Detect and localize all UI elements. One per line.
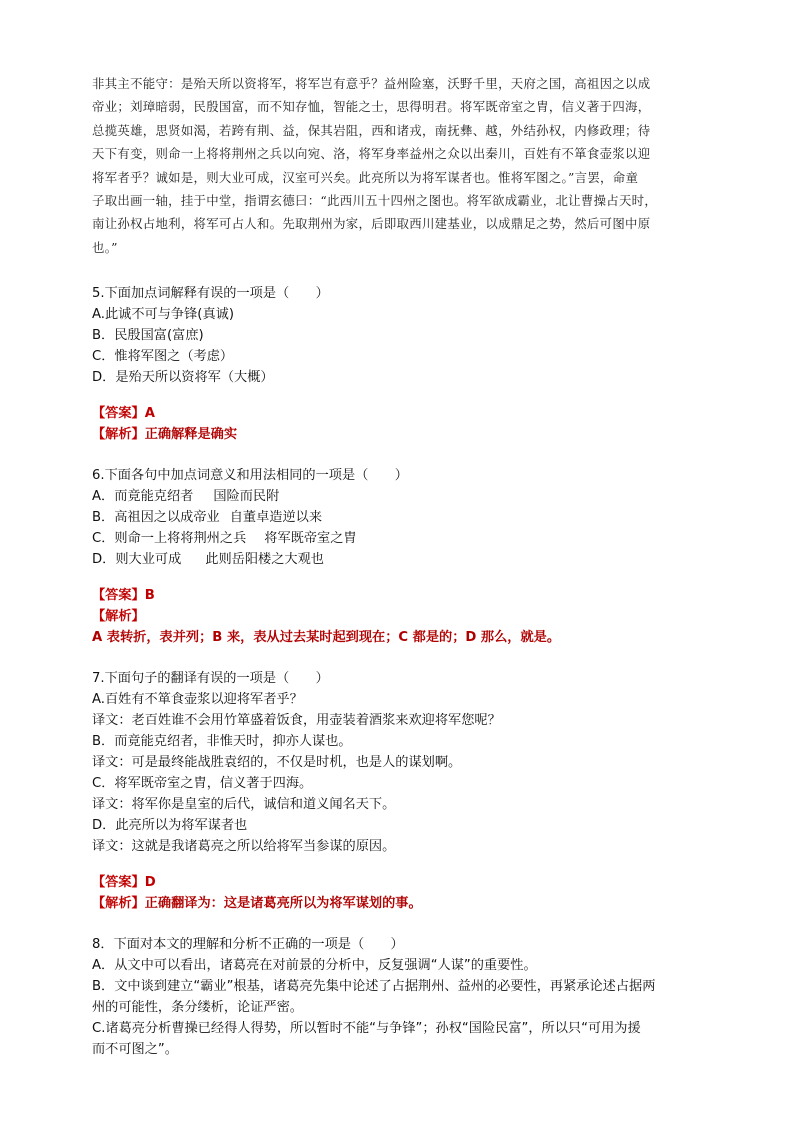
option-d: D．是殆天所以资将军（大概）	[92, 370, 274, 386]
passage-line: 将军者乎？诚如是，则大业可成，汉室可兴矣。此亮所以为将军谋者也。惟将军图之。”言罢，命童	[92, 169, 639, 185]
option-letter: D．	[92, 552, 116, 568]
passage-line: 总揽英雄，思贤如渴，若跨有荆、益，保其岩阻，西和诸戎，南抚彝、越，外结孙权，内修政理；待	[92, 122, 651, 138]
question-6	[92, 465, 710, 570]
question-stem: 5.下面加点词解释有误的一项是（ ）	[92, 286, 329, 302]
question-8	[92, 934, 710, 1060]
answer-block-6	[92, 585, 710, 648]
answer-label: 【答案】B	[92, 588, 155, 604]
analysis-text: 正确解释是确实	[144, 427, 238, 443]
analysis-text: A 表转折，表并列；B 来，表从过去某时起到现在；C 都是的；D 那么，就是。	[92, 630, 561, 646]
option-first: 高祖因之以成帝业	[114, 510, 220, 526]
answer-label: 【答案】A	[92, 406, 155, 422]
option-c	[92, 528, 710, 549]
question-stem: 8．下面对本文的理解和分析不正确的一项是（ ）	[92, 937, 404, 953]
translation-a: 译文：老百姓谁不会用竹箪盛着饭食，用壶装着酒浆来欢迎将军您呢？	[92, 713, 501, 729]
option-a: A.百姓有不箪食壶浆以迎将军者乎？	[92, 692, 303, 708]
answer-block-5	[92, 403, 710, 445]
option-b: B．文中谈到建立“霸业”根基，诸葛亮先集中论述了占据荆州、益州的必要性，再紧承论述占据两	[92, 979, 656, 995]
option-first: 则大业可成	[115, 552, 182, 568]
option-a	[92, 486, 710, 507]
option-d	[92, 549, 710, 570]
option-c-cont: 而不可图之”。	[92, 1042, 178, 1058]
translation-c: 译文：将军你是皇室的后代，诚信和道义闻名天下。	[92, 797, 396, 813]
passage-text	[92, 72, 710, 259]
passage-line: 帝业；刘璋暗弱，民殷国富，而不知存恤，智能之士，思得明君。将军既帝室之胄，信义著于四海，	[92, 99, 651, 115]
question-stem: 6.下面各句中加点词意义和用法相同的一项是（ ）	[92, 468, 408, 484]
option-second: 国险而民附	[213, 489, 280, 505]
option-d: D．此亮所以为将军谋者也	[92, 818, 248, 834]
option-letter: A．	[92, 489, 115, 505]
option-b: B．民殷国富(富庶)	[92, 328, 204, 344]
passage-line: 天下有变，则命一上将将荆州之兵以向宛、洛，将军身率益州之众以出秦川，百姓有不箪食壶浆以迎	[92, 146, 651, 162]
option-c: C．惟将军图之（考虑）	[92, 349, 234, 365]
document-page	[92, 72, 710, 1060]
option-a: A．从文中可以看出，诸葛亮在对前景的分析中，反复强调“人谋”的重要性。	[92, 958, 537, 974]
option-c: C．将军既帝室之胄，信义著于四海。	[92, 776, 313, 792]
translation-b: 译文：可是最终能战胜袁绍的，不仅是时机，也是人的谋划啊。	[92, 755, 462, 771]
option-second: 自董卓造逆以来	[229, 510, 323, 526]
option-b: B．而竟能克绍者，非惟天时，抑亦人谋也。	[92, 734, 352, 750]
option-letter: B．	[92, 510, 115, 526]
passage-line: 南让孙权占地利，将军可占人和。先取荆州为家，后即取西川建基业，以成鼎足之势，然后可图中原	[92, 216, 651, 232]
analysis-label: 【解析】	[92, 609, 145, 625]
answer-label: 【答案】D	[92, 875, 156, 891]
option-a: A.此诚不可与争锋(真诚)	[92, 307, 234, 323]
analysis-label: 【解析】	[92, 427, 145, 443]
translation-d: 译文：这就是我诸葛亮之所以给将军当参谋的原因。	[92, 839, 396, 855]
option-first: 则命一上将将荆州之兵	[114, 531, 247, 547]
option-b	[92, 507, 710, 528]
option-second: 此则岳阳楼之大观也	[205, 552, 324, 568]
answer-block-7	[92, 872, 710, 914]
passage-line: 非其主不能守：是殆天所以资将军，将军岂有意乎？益州险塞，沃野千里，天府之国，高祖因之以成	[92, 76, 651, 91]
question-stem: 7.下面句子的翻译有误的一项是（ ）	[92, 671, 329, 687]
analysis-label: 【解析】	[92, 896, 145, 912]
option-second: 将军既帝室之胄	[264, 531, 357, 547]
passage-line: 也。”	[92, 239, 118, 255]
option-first: 而竟能克绍者	[114, 489, 194, 505]
analysis-text: 正确翻译为：这是诸葛亮所以为将军谋划的事。	[144, 896, 422, 912]
question-5	[92, 283, 710, 388]
option-c: C.诸葛亮分析曹操已经得人得势，所以暂时不能“与争锋”；孙权“国险民富”，所以只“可用为援	[92, 1021, 641, 1037]
option-letter: C．	[92, 531, 115, 547]
option-b-cont: 州的可能性，条分缕析，论证严密。	[92, 1000, 303, 1016]
question-7	[92, 668, 710, 857]
passage-line: 子取出画一轴，挂于中堂，指谓玄德曰：“此西川五十四州之图也。将军欲成霸业，北让曹操占天时，	[92, 193, 658, 209]
